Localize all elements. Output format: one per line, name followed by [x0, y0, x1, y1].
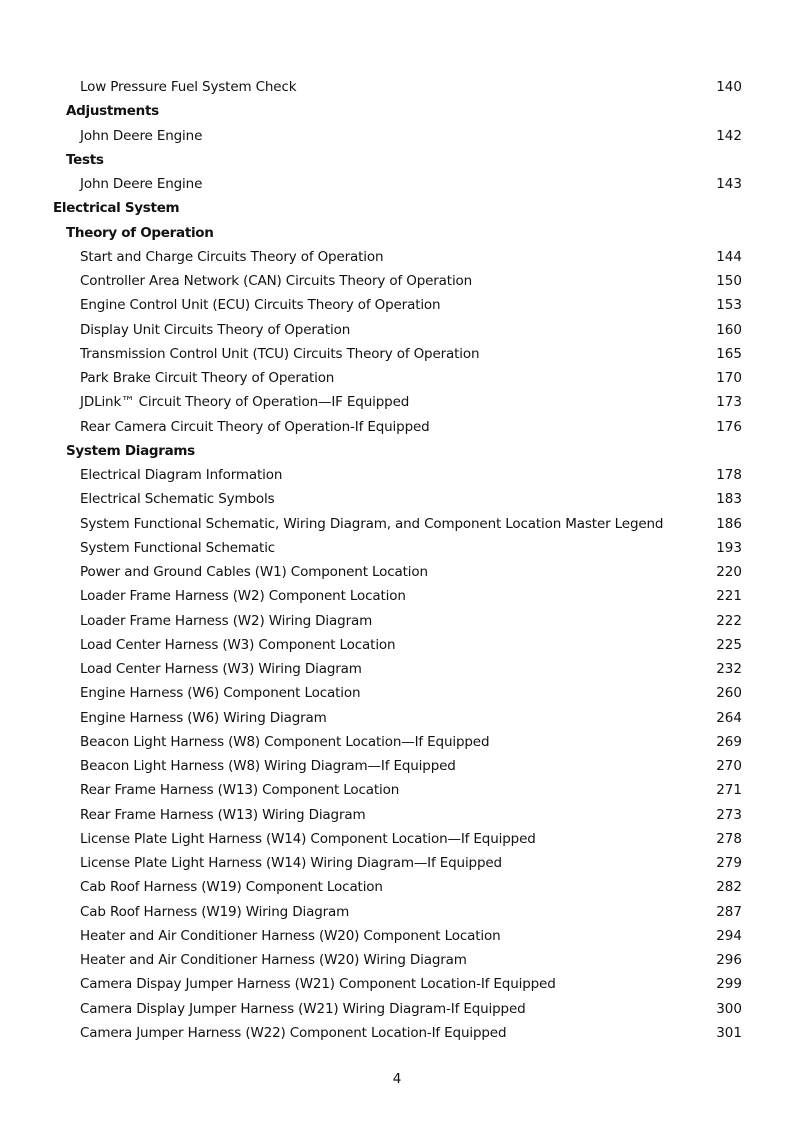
toc-entry-title: Load Center Harness (W3) Wiring Diagram: [80, 661, 362, 677]
toc-entry[interactable]: [0, 536, 794, 560]
toc-page-number: 279: [716, 855, 742, 871]
toc-page-number: 140: [716, 79, 742, 95]
toc-page-number: 278: [716, 830, 742, 847]
toc-entry-title: Load Center Harness (W3) Component Location: [80, 636, 396, 653]
toc-entry[interactable]: [0, 269, 794, 293]
toc-entry-title: Beacon Light Harness (W8) Wiring Diagram—If Equipped: [80, 758, 456, 774]
toc-entry[interactable]: [0, 875, 794, 899]
toc-subsection-title: Adjustments: [66, 103, 159, 120]
toc-entry[interactable]: [0, 512, 794, 536]
toc-entry-title: Cab Roof Harness (W19) Wiring Diagram: [80, 903, 350, 920]
toc-entry[interactable]: [0, 803, 794, 827]
toc-entry[interactable]: [0, 390, 794, 414]
toc-entry[interactable]: [0, 463, 794, 487]
toc-page-number: 301: [716, 1024, 742, 1041]
toc-page-number: 183: [716, 491, 742, 508]
toc-entry-title: System Functional Schematic: [80, 539, 276, 556]
toc-entry[interactable]: [0, 560, 794, 584]
toc-page-number: 170: [716, 370, 742, 386]
toc-entry[interactable]: [0, 342, 794, 366]
toc-entry[interactable]: [0, 1021, 794, 1045]
toc-entry-title: Electrical Schematic Symbols: [80, 491, 275, 508]
toc-entry[interactable]: [0, 681, 794, 705]
toc-entry[interactable]: [0, 730, 794, 754]
toc-page-number: 225: [716, 636, 742, 653]
toc-entry-title: Transmission Control Unit (TCU) Circuits Theory of Operation: [80, 345, 480, 362]
toc-page-number: 178: [716, 467, 742, 483]
toc-page-number: 186: [716, 515, 742, 532]
toc-entry[interactable]: [0, 633, 794, 657]
toc-page-number: 160: [716, 321, 742, 338]
toc-entry-title: System Functional Schematic, Wiring Diagram, and Component Location Master Legend: [80, 515, 664, 532]
toc-entry-title: Beacon Light Harness (W8) Component Location—If Equipped: [80, 733, 490, 750]
toc-page-number: 173: [716, 394, 742, 411]
toc-subsection-title: Tests: [66, 151, 104, 168]
toc-entry[interactable]: [0, 415, 794, 439]
toc-entry-title: Electrical Diagram Information: [80, 467, 283, 483]
toc-entry-title: JDLink™ Circuit Theory of Operation—IF Equipped: [80, 394, 410, 411]
toc-page-number: 143: [716, 176, 742, 192]
toc-subsection: [0, 148, 794, 172]
toc-entry-title: License Plate Light Harness (W14) Wiring Diagram—If Equipped: [80, 855, 502, 871]
toc-page-number: 144: [716, 248, 742, 265]
toc-entry[interactable]: [0, 924, 794, 948]
toc-page-number: 153: [716, 297, 742, 314]
toc-subsection-title: Theory of Operation: [66, 224, 214, 241]
toc-page-number: 269: [716, 733, 742, 750]
toc-page-number: 221: [716, 588, 742, 605]
toc-entry[interactable]: [0, 972, 794, 996]
toc-page-number: 193: [716, 539, 742, 556]
toc-subsection: [0, 221, 794, 245]
toc-page-number: 287: [716, 903, 742, 920]
toc-page-number: 299: [716, 976, 742, 993]
toc-page-number: 150: [716, 273, 742, 289]
toc-entry-title: Park Brake Circuit Theory of Operation: [80, 370, 335, 386]
toc-entry-title: Power and Ground Cables (W1) Component Location: [80, 564, 428, 580]
toc-section: [0, 196, 794, 220]
toc-page-number: 296: [716, 952, 742, 968]
toc-subsection: [0, 439, 794, 463]
toc-page-number: 300: [716, 1000, 742, 1017]
toc-entry-title: License Plate Light Harness (W14) Component Location—If Equipped: [80, 830, 536, 847]
toc-entry-title: John Deere Engine: [80, 127, 203, 144]
toc-page-number: 260: [716, 685, 742, 702]
toc-entry[interactable]: [0, 900, 794, 924]
toc-entry-title: Rear Frame Harness (W13) Component Location: [80, 782, 400, 799]
toc-page-number: 176: [716, 418, 742, 435]
toc-entry-title: Loader Frame Harness (W2) Component Location: [80, 588, 406, 605]
toc-page-number: 270: [716, 758, 742, 774]
toc-entry[interactable]: [0, 851, 794, 875]
toc-entry[interactable]: [0, 778, 794, 802]
page-number: 4: [392, 1071, 402, 1087]
toc-page-number: 220: [716, 564, 742, 580]
toc-entry[interactable]: [0, 609, 794, 633]
toc-entry-title: Engine Harness (W6) Wiring Diagram: [80, 709, 327, 726]
toc-entry-title: Controller Area Network (CAN) Circuits Theory of Operation: [80, 273, 473, 289]
toc-entry-title: Engine Control Unit (ECU) Circuits Theory of Operation: [80, 297, 441, 314]
toc-entry-title: Start and Charge Circuits Theory of Operation: [80, 248, 384, 265]
toc-entry[interactable]: [0, 318, 794, 342]
toc-page-number: 165: [716, 345, 742, 362]
toc-page-number: 232: [716, 661, 742, 677]
toc-page-number: 142: [716, 127, 742, 144]
toc-entry-title: Low Pressure Fuel System Check: [80, 79, 297, 95]
toc-page-number: 273: [716, 806, 742, 823]
toc-entry[interactable]: [0, 293, 794, 317]
toc-entry-title: Rear Frame Harness (W13) Wiring Diagram: [80, 806, 366, 823]
toc-entry[interactable]: [0, 706, 794, 730]
toc-entry[interactable]: [0, 948, 794, 972]
toc-entry-title: Display Unit Circuits Theory of Operation: [80, 321, 351, 338]
toc-entry-title: Camera Display Jumper Harness (W21) Wiring Diagram-If Equipped: [80, 1000, 526, 1017]
toc-page-number: 294: [716, 927, 742, 944]
toc-entry-title: John Deere Engine: [80, 176, 203, 192]
toc-page-number: 222: [716, 612, 742, 629]
toc-subsection: [0, 99, 794, 123]
toc-entry[interactable]: [0, 75, 794, 99]
toc-entry-title: Cab Roof Harness (W19) Component Location: [80, 879, 383, 896]
toc-subsection-title: System Diagrams: [66, 442, 195, 459]
toc-section-title: Electrical System: [53, 200, 180, 217]
toc-entry-title: Engine Harness (W6) Component Location: [80, 685, 361, 702]
toc-page-number: 271: [716, 782, 742, 799]
toc-entry-title: Heater and Air Conditioner Harness (W20) Component Location: [80, 927, 501, 944]
toc-entry[interactable]: [0, 487, 794, 511]
toc-entry-title: Camera Dispay Jumper Harness (W21) Component Location-If Equipped: [80, 976, 556, 993]
toc-entry[interactable]: [0, 124, 794, 148]
toc-entry[interactable]: [0, 172, 794, 196]
toc-entry[interactable]: [0, 827, 794, 851]
toc-entry[interactable]: [0, 584, 794, 608]
toc-entry-title: Loader Frame Harness (W2) Wiring Diagram: [80, 612, 373, 629]
table-of-contents: [0, 75, 794, 1045]
toc-entry[interactable]: [0, 997, 794, 1021]
toc-entry[interactable]: [0, 366, 794, 390]
toc-entry[interactable]: [0, 754, 794, 778]
toc-entry[interactable]: [0, 245, 794, 269]
toc-page-number: 264: [716, 709, 742, 726]
toc-entry-title: Heater and Air Conditioner Harness (W20) Wiring Diagram: [80, 952, 467, 968]
toc-entry-title: Camera Jumper Harness (W22) Component Location-If Equipped: [80, 1024, 507, 1041]
toc-entry[interactable]: [0, 657, 794, 681]
toc-entry-title: Rear Camera Circuit Theory of Operation-If Equipped: [80, 418, 430, 435]
toc-page-number: 282: [716, 879, 742, 896]
